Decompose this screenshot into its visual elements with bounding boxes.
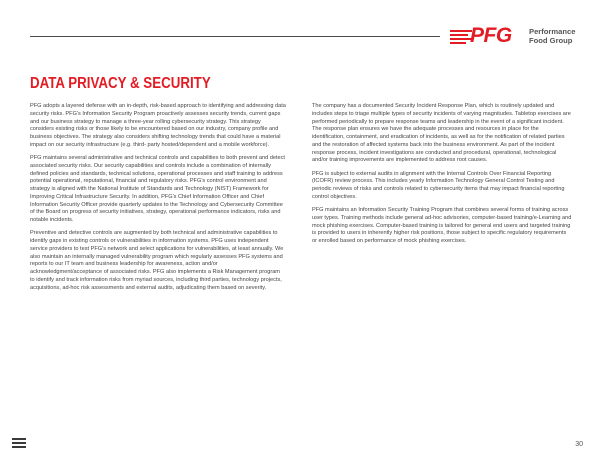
paragraph: PFG is subject to external audits in alignment with the Internal Controls Over Financial Reporting (ICOFR) review process. This includes yearly Information Technology General Control Testing and periodic reviews of risks and controls related to cybersecurity items that may impact financial reporting control objectives. xyxy=(312,170,565,200)
paragraph: PFG maintains an Information Security Training Program that combines several forms of training across user types. Training methods include general ad-hoc advisories, computer-based training/e-Learning and mock phishing exercises. Computer-based training is tailored for general end users and targeted training is provided to users in inherently higher risk positions, those subject to specific regulatory requirements or enrolled based on performance of mock phishing exercises. xyxy=(312,207,572,244)
logo-name-line1: Performance xyxy=(529,27,576,36)
menu-bar xyxy=(12,442,26,444)
right-column xyxy=(312,103,572,251)
paragraph: The company has a documented Security Incident Response Plan, which is routinely updated and includes steps to triage multiple types of security incidents of varying magnitudes. Tabletop exercises are performed periodically to prepare response teams and leadership in the event of a significant incident. The response plan ensures we have the adequate processes and resources in place for the identification, containment, and eradication of incidents, as well as for the notification of related parties and the restoration of affected systems back into the business environment. As part of the incident response process, incident investigations are conducted and procedural, operational, technological and/or training improvements are implemented to address root causes. xyxy=(312,103,571,164)
paragraph: PFG adopts a layered defense with an in-depth, risk-based approach to identifying and addressing data security risks. PFG's Information Security Program proactively assesses security trends, current gaps and our business strategy to manage a three-year rolling cybersecurity strategy. This strategy considers existing risks or those likely to be encountered based on our industry, company profile and business objectives. The strategy also considers shifting technology trends that could have a material impact on our security infrastructure (e.g. third- party hosted/dependent and a mobile workforce). xyxy=(30,103,286,148)
menu-bar xyxy=(12,438,26,440)
menu-bar xyxy=(12,446,26,448)
logo-company-name xyxy=(529,27,575,45)
logo-speed-line xyxy=(450,30,472,32)
left-column xyxy=(30,103,286,298)
page-number: 30 xyxy=(575,441,583,448)
header-rule xyxy=(30,36,440,37)
logo-speed-line xyxy=(450,42,466,44)
page-title: DATA PRIVACY & SECURITY xyxy=(30,75,211,92)
pfg-logo xyxy=(450,24,576,50)
logo-name-line2: Food Group xyxy=(529,36,573,45)
logo-speed-line xyxy=(450,34,468,36)
logo-mark: PFG xyxy=(470,24,512,47)
logo-speed-line xyxy=(450,38,472,40)
hamburger-menu-icon[interactable] xyxy=(12,438,26,450)
paragraph: Preventive and detective controls are augmented by both technical and administrative capabilities to identify gaps in existing controls or vulnerabilities in information systems. PFG uses independent service providers to test PFG's network and select applications for vulnerabilities, at least annually. We also maintain an internally managed vulnerability program which regularly assesses PFG systems and reports to our IT team and business leadership for awareness, action and/or acknowledgment/acceptance of associated risks. PFG also implements a Risk Management program to identify and track information risks from myriad sources, including third parties, technology projects, acquisitions, ad-hoc risk assessments and external audits, adjudicating them based on severity. xyxy=(30,230,284,291)
paragraph: PFG maintains several administrative and technical controls and capabilities to both prevent and detect associated security risks. Our security capabilities and controls include a combination of internally defined policies and standards, technical solutions, operational processes and staff training to address potential operational, reputational, financial and regulatory risks. PFG's control environment and strategy is aligned with the National Institute of Standards and Technology (NIST) Framework for Improving Critical Infrastructure Security. In addition, PFG's Chief Information Officer and Chief Information Security Officer provide quarterly updates to the Technology and Cybersecurity Committee of the Board on progress of security initiatives, strategy, operational performance indicators, risks and notable incidents. xyxy=(30,155,285,223)
